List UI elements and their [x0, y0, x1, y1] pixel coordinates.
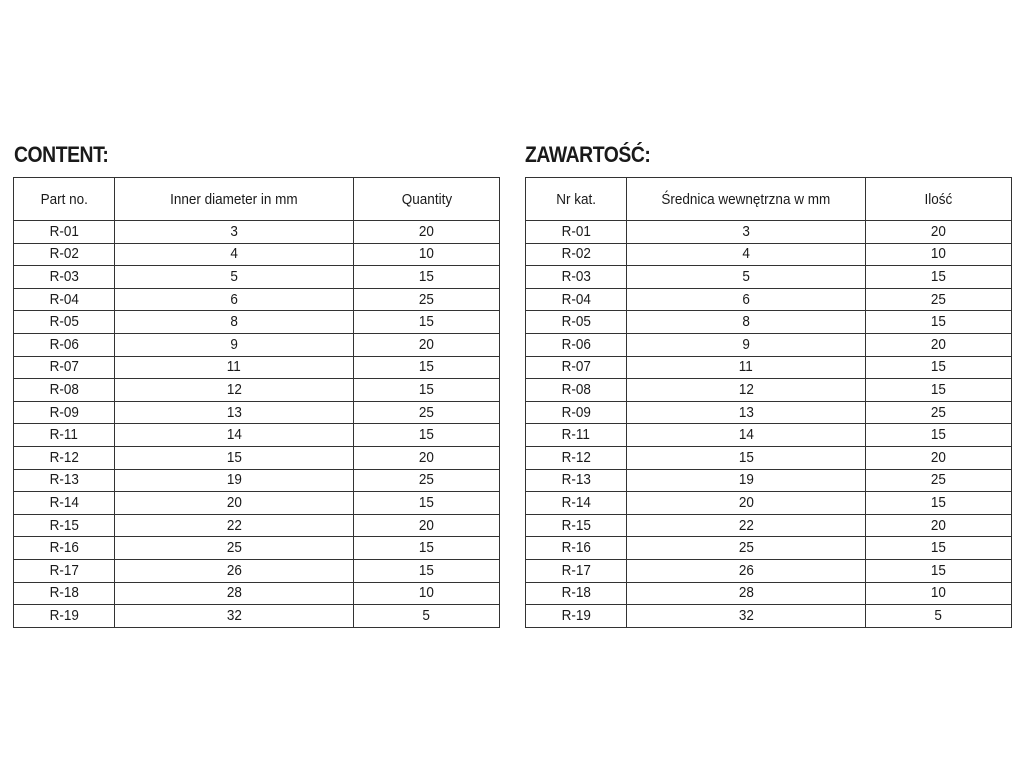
quantity-cell: 15	[354, 537, 500, 560]
table-row	[526, 492, 1012, 515]
quantity-cell: 10	[866, 243, 1012, 266]
table-row	[14, 469, 500, 492]
part-number-cell: R-05	[14, 311, 115, 334]
content-title: CONTENT:	[14, 142, 109, 167]
part-number-cell: R-07	[526, 356, 627, 379]
diameter-cell: 32	[627, 605, 866, 628]
part-number-cell: R-09	[14, 401, 115, 424]
quantity-cell: 20	[866, 446, 1012, 469]
table-row	[14, 514, 500, 537]
quantity-cell: 10	[354, 243, 500, 266]
diameter-cell: 5	[627, 266, 866, 289]
part-number-cell: R-02	[526, 243, 627, 266]
part-number-cell: R-06	[526, 333, 627, 356]
quantity-cell: 15	[866, 424, 1012, 447]
part-number-cell: R-14	[14, 492, 115, 515]
table-row	[526, 221, 1012, 244]
quantity-cell: 15	[866, 266, 1012, 289]
table-row	[14, 356, 500, 379]
diameter-cell: 32	[115, 605, 354, 628]
table-row	[14, 311, 500, 334]
quantity-cell: 20	[354, 333, 500, 356]
header-srednica: Średnica wewnętrzna w mm	[627, 178, 866, 221]
table-row	[14, 401, 500, 424]
table-row	[14, 492, 500, 515]
header-part-no: Part no.	[14, 178, 115, 221]
diameter-cell: 14	[115, 424, 354, 447]
header-quantity: Quantity	[354, 178, 500, 221]
zawartosc-title: ZAWARTOŚĆ:	[525, 142, 651, 167]
part-number-cell: R-13	[14, 469, 115, 492]
quantity-cell: 10	[866, 582, 1012, 605]
quantity-cell: 25	[866, 401, 1012, 424]
part-number-cell: R-17	[526, 559, 627, 582]
part-number-cell: R-14	[526, 492, 627, 515]
quantity-cell: 20	[354, 446, 500, 469]
quantity-cell: 20	[354, 514, 500, 537]
diameter-cell: 20	[627, 492, 866, 515]
quantity-cell: 20	[354, 221, 500, 244]
table-row	[14, 559, 500, 582]
diameter-cell: 14	[627, 424, 866, 447]
diameter-cell: 28	[627, 582, 866, 605]
part-number-cell: R-16	[526, 537, 627, 560]
diameter-cell: 28	[115, 582, 354, 605]
diameter-cell: 5	[115, 266, 354, 289]
table-row	[14, 424, 500, 447]
diameter-cell: 15	[115, 446, 354, 469]
table-row	[526, 469, 1012, 492]
content-table-polish	[525, 177, 1012, 628]
diameter-cell: 19	[627, 469, 866, 492]
content-table-english	[13, 177, 500, 628]
part-number-cell: R-09	[526, 401, 627, 424]
header-row	[14, 178, 500, 221]
quantity-cell: 10	[354, 582, 500, 605]
table-row	[14, 582, 500, 605]
part-number-cell: R-11	[14, 424, 115, 447]
part-number-cell: R-18	[14, 582, 115, 605]
quantity-cell: 15	[354, 559, 500, 582]
table-row	[14, 605, 500, 628]
diameter-cell: 25	[115, 537, 354, 560]
diameter-cell: 6	[627, 288, 866, 311]
quantity-cell: 20	[866, 514, 1012, 537]
quantity-cell: 15	[354, 356, 500, 379]
diameter-cell: 8	[115, 311, 354, 334]
part-number-cell: R-12	[14, 446, 115, 469]
part-number-cell: R-15	[14, 514, 115, 537]
table-row	[526, 537, 1012, 560]
quantity-cell: 15	[354, 311, 500, 334]
diameter-cell: 20	[115, 492, 354, 515]
part-number-cell: R-07	[14, 356, 115, 379]
quantity-cell: 15	[354, 424, 500, 447]
diameter-cell: 13	[627, 401, 866, 424]
diameter-cell: 3	[627, 221, 866, 244]
header-nr-kat: Nr kat.	[526, 178, 627, 221]
table-row	[526, 379, 1012, 402]
table-row	[14, 266, 500, 289]
table-row	[526, 311, 1012, 334]
table-row	[526, 243, 1012, 266]
diameter-cell: 4	[115, 243, 354, 266]
quantity-cell: 15	[866, 559, 1012, 582]
table-row	[526, 288, 1012, 311]
part-number-cell: R-15	[526, 514, 627, 537]
part-number-cell: R-04	[526, 288, 627, 311]
quantity-cell: 25	[866, 288, 1012, 311]
diameter-cell: 3	[115, 221, 354, 244]
quantity-cell: 15	[354, 492, 500, 515]
quantity-cell: 25	[866, 469, 1012, 492]
table-row	[526, 446, 1012, 469]
table-row	[526, 401, 1012, 424]
diameter-cell: 11	[115, 356, 354, 379]
part-number-cell: R-18	[526, 582, 627, 605]
part-number-cell: R-04	[14, 288, 115, 311]
quantity-cell: 25	[354, 401, 500, 424]
table-row	[526, 559, 1012, 582]
diameter-cell: 22	[627, 514, 866, 537]
part-number-cell: R-05	[526, 311, 627, 334]
table-row	[526, 582, 1012, 605]
diameter-cell: 25	[627, 537, 866, 560]
quantity-cell: 20	[866, 221, 1012, 244]
table-row	[14, 537, 500, 560]
diameter-cell: 4	[627, 243, 866, 266]
part-number-cell: R-06	[14, 333, 115, 356]
diameter-cell: 11	[627, 356, 866, 379]
quantity-cell: 5	[354, 605, 500, 628]
part-number-cell: R-08	[14, 379, 115, 402]
quantity-cell: 15	[866, 537, 1012, 560]
diameter-cell: 6	[115, 288, 354, 311]
diameter-cell: 13	[115, 401, 354, 424]
table-row	[14, 379, 500, 402]
quantity-cell: 15	[866, 492, 1012, 515]
part-number-cell: R-01	[14, 221, 115, 244]
diameter-cell: 26	[115, 559, 354, 582]
part-number-cell: R-03	[14, 266, 115, 289]
diameter-cell: 19	[115, 469, 354, 492]
table-row	[14, 243, 500, 266]
part-number-cell: R-11	[526, 424, 627, 447]
quantity-cell: 20	[866, 333, 1012, 356]
diameter-cell: 9	[115, 333, 354, 356]
table-row	[526, 514, 1012, 537]
header-inner-diameter: Inner diameter in mm	[115, 178, 354, 221]
quantity-cell: 25	[354, 469, 500, 492]
quantity-cell: 15	[866, 311, 1012, 334]
table-row	[14, 221, 500, 244]
table-row	[526, 266, 1012, 289]
table-row	[526, 424, 1012, 447]
table-row	[14, 446, 500, 469]
part-number-cell: R-17	[14, 559, 115, 582]
header-ilosc: Ilość	[866, 178, 1012, 221]
part-number-cell: R-12	[526, 446, 627, 469]
diameter-cell: 26	[627, 559, 866, 582]
quantity-cell: 15	[354, 266, 500, 289]
part-number-cell: R-08	[526, 379, 627, 402]
part-number-cell: R-16	[14, 537, 115, 560]
table-row	[526, 333, 1012, 356]
quantity-cell: 15	[354, 379, 500, 402]
part-number-cell: R-19	[526, 605, 627, 628]
part-number-cell: R-03	[526, 266, 627, 289]
diameter-cell: 9	[627, 333, 866, 356]
table-row	[526, 356, 1012, 379]
quantity-cell: 15	[866, 356, 1012, 379]
diameter-cell: 12	[627, 379, 866, 402]
diameter-cell: 22	[115, 514, 354, 537]
quantity-cell: 5	[866, 605, 1012, 628]
part-number-cell: R-02	[14, 243, 115, 266]
table-row	[526, 605, 1012, 628]
part-number-cell: R-01	[526, 221, 627, 244]
part-number-cell: R-19	[14, 605, 115, 628]
quantity-cell: 25	[354, 288, 500, 311]
part-number-cell: R-13	[526, 469, 627, 492]
diameter-cell: 15	[627, 446, 866, 469]
diameter-cell: 8	[627, 311, 866, 334]
table-row	[14, 288, 500, 311]
header-row	[526, 178, 1012, 221]
quantity-cell: 15	[866, 379, 1012, 402]
diameter-cell: 12	[115, 379, 354, 402]
table-row	[14, 333, 500, 356]
